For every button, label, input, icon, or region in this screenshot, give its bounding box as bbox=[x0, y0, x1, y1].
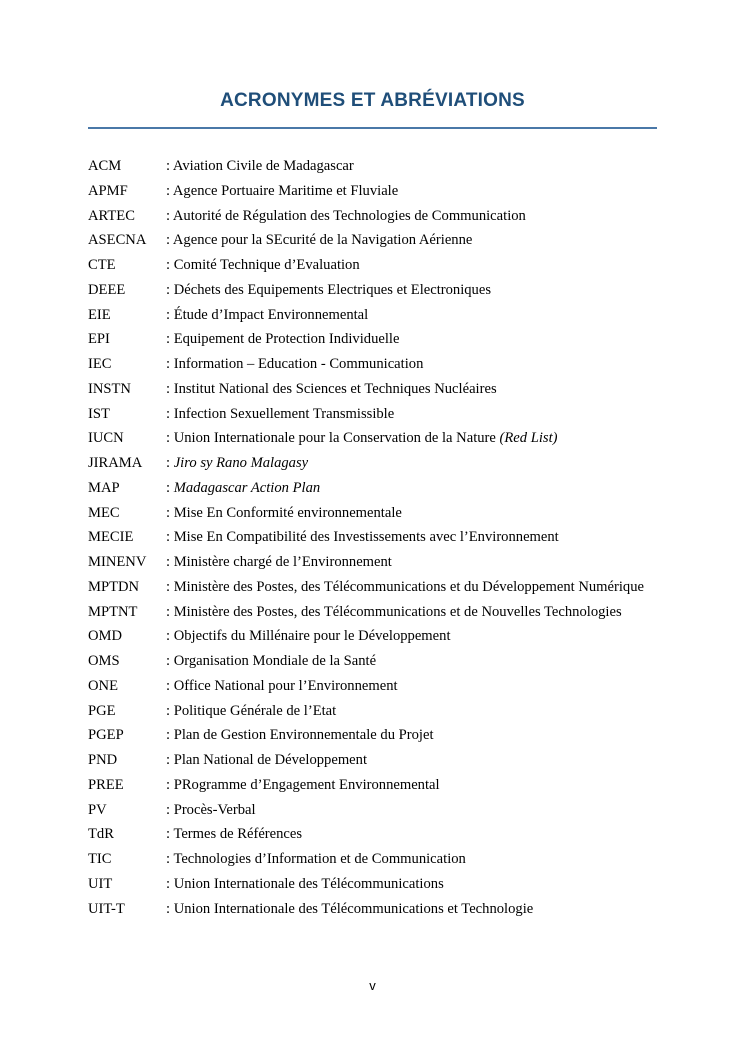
acronym-definition bbox=[166, 451, 308, 476]
acronym-definition bbox=[166, 501, 402, 526]
acronym-term: IST bbox=[88, 405, 110, 422]
acronym-row bbox=[88, 154, 688, 179]
acronym-definition bbox=[166, 600, 622, 625]
acronym-list bbox=[88, 154, 688, 921]
acronym-definition bbox=[166, 624, 451, 649]
acronym-definition bbox=[166, 773, 440, 798]
acronym-term: PND bbox=[88, 752, 118, 768]
acronym-row bbox=[88, 179, 688, 204]
page-title: ACRONYMES ET ABRÉVIATIONS bbox=[220, 90, 525, 111]
definition-text: : Comité Technique d’Evaluation bbox=[166, 257, 360, 273]
acronym-term: TIC bbox=[88, 851, 112, 867]
acronym-definition bbox=[166, 649, 376, 674]
acronym-term: ARTEC bbox=[88, 207, 135, 224]
acronym-row bbox=[88, 402, 688, 427]
acronym-row bbox=[88, 352, 688, 377]
acronym-term: MECIE bbox=[88, 529, 134, 546]
acronym-definition bbox=[166, 723, 434, 748]
acronym-term: MAP bbox=[88, 479, 120, 496]
acronym-row bbox=[88, 847, 688, 872]
definition-text: : Equipement de Protection Individuelle bbox=[166, 331, 400, 348]
definition-text: : PRogramme d’Engagement Environnemental bbox=[166, 776, 440, 793]
acronym-definition bbox=[166, 402, 394, 427]
definition-text: : bbox=[166, 479, 174, 496]
acronym-term: EIE bbox=[88, 306, 111, 323]
page-number: v bbox=[369, 978, 376, 993]
acronym-row bbox=[88, 723, 688, 748]
acronym-definition bbox=[166, 674, 398, 699]
acronym-row bbox=[88, 327, 688, 352]
acronym-definition bbox=[166, 228, 472, 253]
acronym-definition bbox=[166, 154, 354, 179]
acronym-term: JIRAMA bbox=[88, 455, 143, 471]
definition-text: : Information – Education - Communication bbox=[166, 356, 424, 372]
definition-text: : Ministère des Postes, des Télécommunications et de Nouvelles Technologies bbox=[166, 603, 622, 620]
definition-text: : Déchets des Equipements Electriques et Electroniques bbox=[166, 281, 492, 298]
acronym-term: UIT bbox=[88, 875, 113, 892]
definition-text: : bbox=[166, 455, 174, 471]
acronym-row bbox=[88, 278, 688, 303]
definition-text: : Office National pour l’Environnement bbox=[166, 677, 398, 694]
definition-text: : Agence Portuaire Maritime et Fluviale bbox=[166, 182, 399, 199]
acronym-row bbox=[88, 377, 688, 402]
definition-text: : Technologies d’Information et de Communication bbox=[166, 851, 466, 867]
acronym-row bbox=[88, 501, 688, 526]
acronym-definition bbox=[166, 872, 444, 897]
acronym-definition bbox=[166, 352, 423, 377]
acronym-definition bbox=[166, 550, 392, 575]
definition-text: : Organisation Mondiale de la Santé bbox=[166, 653, 377, 669]
definition-text: : Mise En Conformité environnementale bbox=[166, 504, 402, 521]
definition-text: : Procès-Verbal bbox=[166, 801, 256, 818]
acronym-row bbox=[88, 525, 688, 550]
acronym-term: ONE bbox=[88, 677, 118, 694]
acronym-row bbox=[88, 426, 688, 451]
acronym-definition bbox=[166, 179, 398, 204]
definition-text: : Politique Générale de l’Etat bbox=[166, 702, 337, 719]
acronym-row bbox=[88, 600, 688, 625]
acronym-definition bbox=[166, 377, 497, 402]
acronym-definition bbox=[166, 897, 533, 922]
acronym-row bbox=[88, 204, 688, 229]
definition-text: : Union Internationale des Télécommunications et Technologie bbox=[166, 900, 534, 917]
acronym-row bbox=[88, 773, 688, 798]
acronym-definition bbox=[166, 426, 558, 451]
acronym-term: MEC bbox=[88, 504, 120, 521]
definition-text: : Aviation Civile de Madagascar bbox=[166, 158, 354, 174]
acronym-row bbox=[88, 550, 688, 575]
definition-text: : Institut National des Sciences et Techniques Nucléaires bbox=[166, 380, 497, 397]
acronym-row bbox=[88, 228, 688, 253]
definition-text: : Ministère des Postes, des Télécommunications et du Développement Numérique bbox=[166, 578, 644, 595]
acronym-term: ACM bbox=[88, 158, 122, 174]
definition-text: : Termes de Références bbox=[166, 826, 303, 843]
definition-text: : Agence pour la SEcurité de la Navigation Aérienne bbox=[166, 232, 473, 249]
acronym-term: TdR bbox=[88, 826, 114, 843]
acronym-term: PREE bbox=[88, 776, 124, 793]
acronym-definition bbox=[166, 575, 644, 600]
acronym-definition bbox=[166, 748, 367, 773]
definition-text: : Plan de Gestion Environnementale du Projet bbox=[166, 727, 434, 744]
acronym-term: PGE bbox=[88, 702, 116, 719]
acronym-definition bbox=[166, 476, 320, 501]
definition-text: : Ministère chargé de l’Environnement bbox=[166, 554, 392, 570]
acronym-definition bbox=[166, 525, 559, 550]
acronym-definition bbox=[166, 699, 336, 724]
acronym-term: OMS bbox=[88, 653, 120, 669]
acronym-term: MINENV bbox=[88, 554, 147, 570]
acronym-term: MPTDN bbox=[88, 578, 140, 595]
acronym-term: IUCN bbox=[88, 430, 124, 447]
acronym-term: PGEP bbox=[88, 727, 124, 744]
definition-text: : Étude d’Impact Environnemental bbox=[166, 306, 369, 323]
acronym-row bbox=[88, 649, 688, 674]
definition-italic-text: Jiro sy Rano Malagasy bbox=[173, 455, 309, 471]
acronym-term: IEC bbox=[88, 356, 112, 372]
acronym-row bbox=[88, 303, 688, 328]
definition-text: : Plan National de Développement bbox=[166, 752, 368, 768]
acronym-row bbox=[88, 476, 688, 501]
acronym-term: EPI bbox=[88, 331, 110, 348]
acronym-definition bbox=[166, 278, 491, 303]
acronym-term: OMD bbox=[88, 628, 123, 645]
acronym-term: APMF bbox=[88, 182, 128, 199]
definition-text: : Infection Sexuellement Transmissible bbox=[166, 405, 395, 422]
acronym-row bbox=[88, 872, 688, 897]
acronym-term: PV bbox=[88, 801, 107, 818]
acronym-row bbox=[88, 575, 688, 600]
acronym-definition bbox=[166, 798, 256, 823]
acronym-definition bbox=[166, 822, 302, 847]
acronym-row bbox=[88, 897, 688, 922]
acronym-row bbox=[88, 253, 688, 278]
acronym-term: UIT-T bbox=[88, 900, 125, 917]
acronym-definition bbox=[166, 253, 360, 278]
acronym-definition bbox=[166, 204, 526, 229]
acronym-term: MPTNT bbox=[88, 603, 138, 620]
acronym-term: CTE bbox=[88, 257, 116, 273]
acronym-definition bbox=[166, 847, 466, 872]
acronym-row bbox=[88, 748, 688, 773]
definition-text: : Autorité de Régulation des Technologies de Communication bbox=[166, 207, 526, 224]
acronym-row bbox=[88, 798, 688, 823]
acronym-row bbox=[88, 822, 688, 847]
definition-text: : Objectifs du Millénaire pour le Développement bbox=[166, 628, 451, 645]
acronym-row bbox=[88, 624, 688, 649]
acronym-term: ASECNA bbox=[88, 232, 147, 249]
definition-text: : Union Internationale des Télécommunications bbox=[166, 875, 444, 892]
definition-text: : Union Internationale pour la Conservation de la Nature bbox=[166, 430, 500, 447]
acronym-definition bbox=[166, 303, 368, 328]
acronym-definition bbox=[166, 327, 399, 352]
definition-italic-text: (Red List) bbox=[499, 430, 558, 447]
acronym-row bbox=[88, 699, 688, 724]
definition-text: : Mise En Compatibilité des Investissements avec l’Environnement bbox=[166, 529, 559, 546]
acronym-row bbox=[88, 674, 688, 699]
acronym-row bbox=[88, 451, 688, 476]
definition-italic-text: Madagascar Action Plan bbox=[173, 479, 321, 496]
acronym-term: DEEE bbox=[88, 281, 126, 298]
acronym-term: INSTN bbox=[88, 380, 131, 397]
title-underline bbox=[88, 127, 657, 129]
